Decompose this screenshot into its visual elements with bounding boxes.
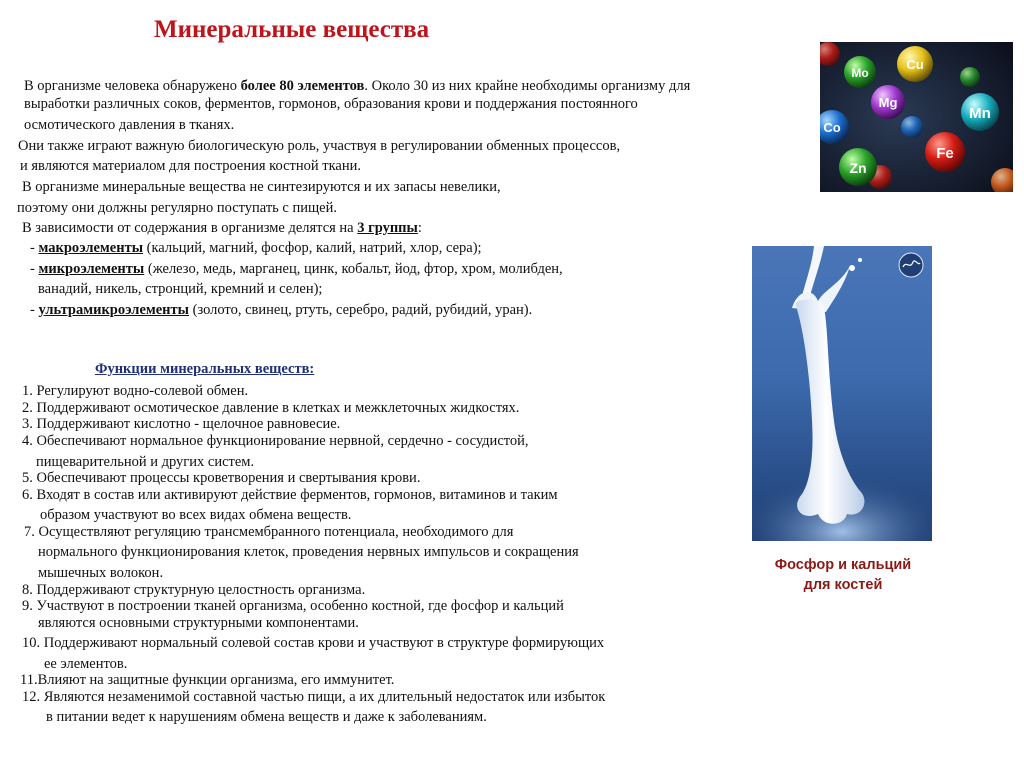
function-line: 12. Являются незаменимой составной частью пищи, а их длительный недостаток или избыток: [22, 689, 606, 705]
function-line: ее элементов.: [44, 656, 128, 672]
milk-bone-image: [752, 246, 932, 541]
function-line: в питании ведет к нарушениям обмена веществ и даже к заболеваниям.: [46, 709, 487, 725]
function-line: 5. Обеспечивают процессы кроветворения и свертывания крови.: [22, 470, 421, 486]
sphere-label: Mo: [851, 66, 869, 80]
group-ultramicro: - ультрамикроэлементы (золото, свинец, ртуть, серебро, радий, рубидий, уран).: [30, 302, 533, 318]
intro-line-3: осмотического давления в тканях.: [24, 117, 235, 133]
sphere-label: Fe: [936, 145, 954, 162]
function-line: 1. Регулируют водно-солевой обмен.: [22, 383, 249, 399]
mineral-spheres-image: [820, 42, 1013, 192]
function-line: 9. Участвуют в построении тканей организма, особенно костной, где фосфор и кальций: [22, 598, 564, 614]
intro-line-1: В организме человека обнаружено более 80 элементов. Около 30 из них крайне необходимы организму для: [24, 78, 691, 94]
function-line: 11.Влияют на защитные функции организма, его иммунитет.: [20, 672, 395, 688]
intro-line-6: В организме минеральные вещества не синтезируются и их запасы невелики,: [22, 179, 501, 195]
function-line: 3. Поддерживают кислотно - щелочное равновесие.: [22, 416, 341, 432]
sphere-label: Mg: [878, 95, 898, 110]
intro-line-5: и являются материалом для построения костной ткани.: [20, 158, 361, 174]
function-line: 8. Поддерживают структурную целостность организма.: [22, 582, 366, 598]
function-line: 2. Поддерживают осмотическое давление в клетках и межклеточных жидкостях.: [22, 400, 520, 416]
intro-line-8: В зависимости от содержания в организме делятся на 3 группы:: [22, 220, 422, 236]
function-line: 4. Обеспечивают нормальное функционирование нервной, сердечно - сосудистой,: [22, 433, 529, 449]
function-line: нормального функционирования клеток, проведения нервных импульсов и сокращения: [38, 544, 579, 560]
image-caption: Фосфор и кальций для костей: [774, 557, 912, 593]
intro-line-2: выработки различных соков, ферментов, гормонов, образования крови и поддержания постоянного: [24, 96, 638, 112]
function-line: 6. Входят в состав или активируют действие ферментов, гормонов, витаминов и таким: [22, 487, 558, 503]
sphere-label: Co: [823, 120, 841, 135]
sphere-label: Zn: [849, 160, 867, 176]
group-macro: - макроэлементы (кальций, магний, фосфор, калий, натрий, хлор, сера);: [30, 240, 482, 256]
group-micro-cont: ванадий, никель, стронций, кремний и селен);: [38, 281, 323, 297]
sphere-label: Cu: [906, 57, 924, 72]
intro-line-7: поэтому они должны регулярно поступать с пищей.: [17, 200, 337, 216]
function-line: пищеварительной и других систем.: [36, 454, 255, 470]
function-line: мышечных волокон.: [38, 565, 164, 581]
group-micro: - микроэлементы (железо, медь, марганец, цинк, кобальт, йод, фтор, хром, молибден,: [30, 261, 563, 277]
function-line: 10. Поддерживают нормальный солевой состав крови и участвуют в структуре формирующих: [22, 635, 605, 651]
function-line: образом участвуют во всех видах обмена веществ.: [40, 507, 352, 523]
sphere-label: Mn: [969, 105, 991, 122]
intro-line-4: Они также играют важную биологическую роль, участвуя в регулировании обменных процессов,: [18, 138, 621, 154]
page-title: Минеральные вещества: [154, 16, 430, 43]
functions-title: Функции минеральных веществ:: [95, 361, 315, 377]
function-line: являются основными структурными компонентами.: [38, 615, 359, 631]
function-line: 7. Осуществляют регуляцию трансмембранного потенциала, необходимого для: [24, 524, 514, 540]
